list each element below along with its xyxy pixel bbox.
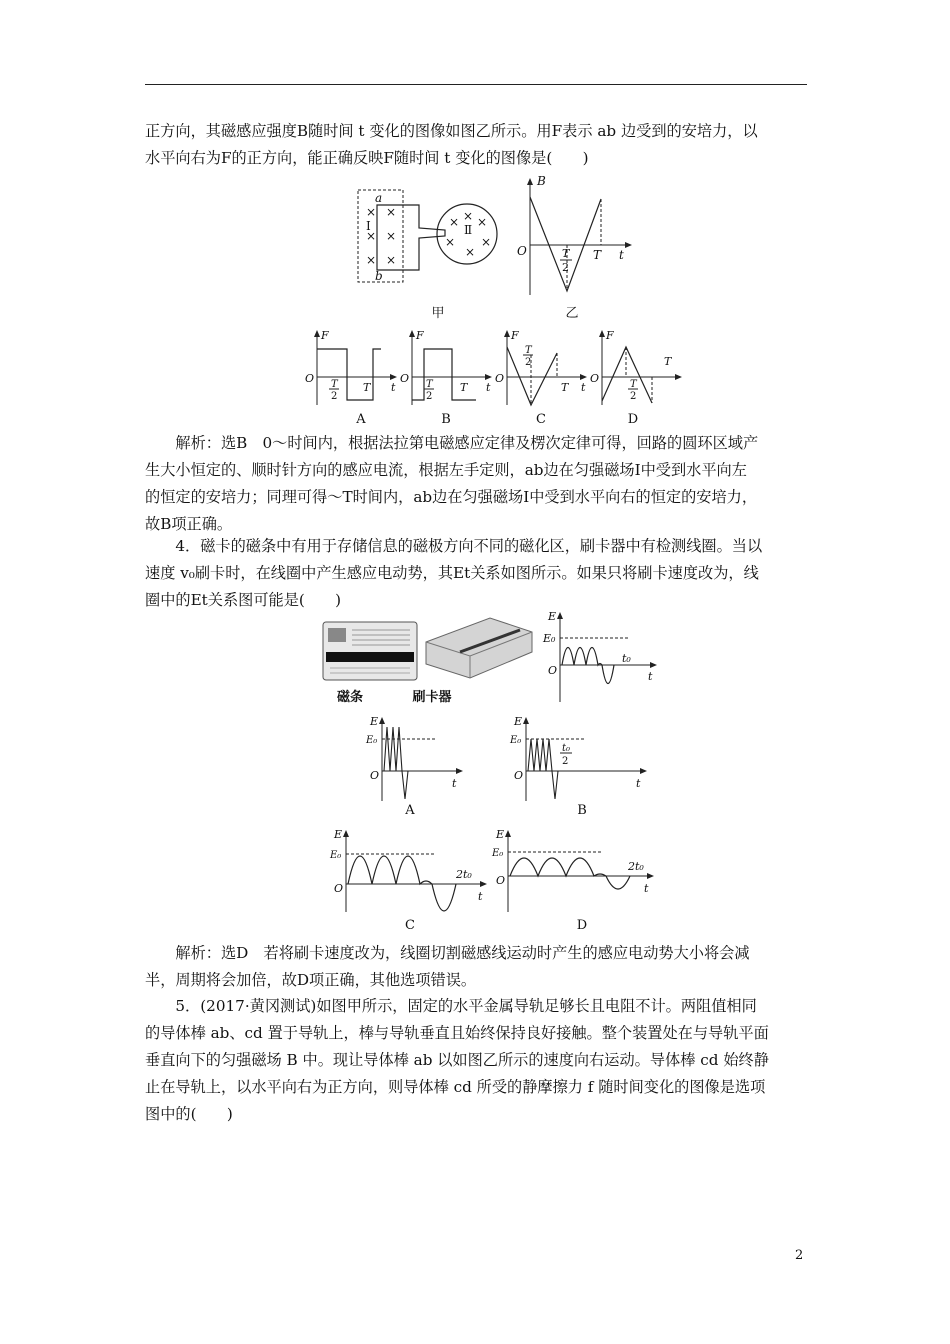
- option-c-e-t-graph: [330, 828, 490, 916]
- option-a-e-t-graph: [366, 715, 466, 805]
- svg-text:E₀: E₀: [366, 735, 378, 746]
- option-b-e-t-graph: [510, 715, 650, 805]
- answer-3-text: [145, 430, 810, 538]
- label-t0-den: 2: [562, 756, 569, 767]
- arrow-icon: [625, 242, 632, 248]
- magnetic-card-picture: [322, 620, 418, 684]
- answer-4-text: [145, 940, 810, 994]
- svg-text:2: 2: [331, 391, 338, 402]
- text-line: 圈中的Et关系图可能是( ): [145, 591, 342, 609]
- svg-text:O: O: [305, 372, 315, 385]
- text-line: 5．(2017·黄冈测试)如图甲所示，固定的水平金属导轨足够长且电阻不计。两阻值相同: [175, 997, 757, 1015]
- text-line: 图中的( ): [145, 1105, 233, 1123]
- label-t0-num: t₀: [562, 743, 571, 754]
- svg-text:E: E: [496, 828, 505, 841]
- svg-text:t: t: [391, 381, 396, 394]
- svg-text:t: t: [486, 381, 491, 394]
- svg-text:O: O: [334, 882, 344, 895]
- svg-text:T: T: [331, 379, 338, 390]
- text-line: 生大小恒定的、顺时针方向的感应电流，根据左手定则，ab边在匀强磁场Ⅰ中受到水平向左: [145, 461, 747, 479]
- svg-text:O: O: [514, 769, 524, 782]
- svg-text:t: t: [452, 777, 457, 790]
- label-period: T: [593, 248, 602, 262]
- label-origin: O: [517, 244, 527, 258]
- svg-text:E: E: [334, 828, 343, 841]
- label-e: E: [548, 610, 557, 623]
- svg-text:O: O: [400, 372, 410, 385]
- svg-text:T: T: [630, 379, 637, 390]
- text-line: 解析：选B 0～时间内，根据法拉第电磁感应定律及楞次定律可得，回路的圆环区域产: [175, 434, 759, 452]
- svg-text:2: 2: [426, 391, 433, 402]
- svg-text:×: ×: [366, 229, 377, 243]
- caption-yi: 乙: [565, 306, 579, 321]
- svg-text:E: E: [514, 715, 523, 728]
- label-t0: t₀: [622, 652, 631, 665]
- figure-3-jia: [355, 180, 505, 290]
- svg-text:2: 2: [630, 391, 637, 402]
- text-line: 4．磁卡的磁条中有用于存储信息的磁极方向不同的磁化区，刷卡器中有检测线圈。当以: [175, 537, 763, 555]
- option-label-a: A: [405, 803, 415, 818]
- svg-text:F: F: [416, 329, 424, 342]
- text-line: 止在导轨上，以水平向右为正方向，则导体棒 cd 所受的静摩擦力 f 随时间变化的图像是选项: [145, 1078, 766, 1096]
- option-label-b: B: [441, 412, 451, 427]
- label-b-axis: B: [537, 174, 546, 188]
- text-line: 正方向，其磁感应强度B随时间 t 变化的图像如图乙所示。用F表示 ab 边受到的安培力，以: [145, 122, 758, 140]
- arrow-icon: [527, 178, 533, 185]
- question-5-text: [145, 993, 810, 1128]
- svg-text:O: O: [495, 372, 505, 385]
- svg-text:E₀: E₀: [492, 848, 504, 859]
- svg-text:×: ×: [386, 253, 397, 267]
- svg-text:t: t: [636, 777, 641, 790]
- label-origin: O: [548, 664, 558, 677]
- text-line: 的导体棒 ab、cd 置于导轨上，棒与导轨垂直且始终保持良好接触。整个装置处在与导轨平面: [145, 1024, 769, 1042]
- svg-text:T: T: [561, 381, 569, 394]
- label-t: t: [619, 248, 624, 262]
- svg-text:×: ×: [366, 253, 377, 267]
- svg-text:t: t: [478, 890, 483, 903]
- figure-3-yi-graph: [515, 175, 635, 300]
- svg-text:×: ×: [481, 235, 492, 249]
- option-d-e-t-graph: [492, 828, 658, 916]
- svg-text:F: F: [606, 329, 614, 342]
- svg-text:T: T: [525, 345, 532, 356]
- svg-text:2: 2: [525, 357, 532, 368]
- page-number: 2: [795, 1248, 804, 1263]
- b-curve: [530, 197, 601, 291]
- svg-text:×: ×: [386, 229, 397, 243]
- svg-text:E₀: E₀: [510, 735, 522, 746]
- label-a: a: [375, 191, 383, 205]
- option-a-graph: [305, 329, 397, 405]
- caption-magnetic-strip: 磁条: [336, 690, 363, 705]
- svg-text:×: ×: [477, 215, 488, 229]
- label-half-num: T: [562, 247, 570, 260]
- field-cross-marks: [366, 205, 491, 267]
- header-rule: [145, 84, 807, 85]
- svg-text:t: t: [581, 381, 586, 394]
- svg-text:×: ×: [449, 215, 460, 229]
- label-t: t: [648, 670, 653, 683]
- option-label-c: C: [405, 918, 415, 933]
- option-label-d: D: [627, 412, 639, 427]
- svg-text:O: O: [496, 874, 506, 887]
- option-label-a: A: [356, 412, 366, 427]
- option-label-c: C: [536, 412, 546, 427]
- option-c-graph: [495, 329, 587, 405]
- svg-text:×: ×: [386, 205, 397, 219]
- option-b-graph: [400, 329, 492, 405]
- svg-text:T: T: [363, 381, 371, 394]
- label-half-den: 2: [562, 261, 569, 274]
- svg-text:F: F: [321, 329, 329, 342]
- svg-text:O: O: [590, 372, 600, 385]
- option-d-graph: [590, 329, 682, 405]
- svg-text:T: T: [426, 379, 433, 390]
- svg-text:2t₀: 2t₀: [456, 868, 472, 881]
- label-b: b: [375, 269, 383, 283]
- question-3-text: [145, 118, 810, 172]
- label-region-2: Ⅱ: [464, 223, 473, 237]
- reference-e-t-graph: [540, 610, 660, 705]
- svg-text:×: ×: [366, 205, 377, 219]
- question-4-text: [145, 533, 810, 614]
- caption-card-reader: 刷卡器: [412, 690, 452, 705]
- label-2t0: 2t₀: [628, 860, 644, 873]
- text-line: 的恒定的安培力；同理可得～T时间内，ab边在匀强磁场Ⅰ中受到水平向右的恒定的安培力，: [145, 488, 758, 506]
- option-label-b: B: [577, 803, 587, 818]
- option-label-d: D: [576, 918, 588, 933]
- svg-text:T: T: [664, 355, 672, 368]
- caption-jia: 甲: [431, 306, 445, 321]
- text-line: 速度 v₀刷卡时，在线圈中产生感应电动势，其Et关系如图所示。如果只将刷卡速度改为，线: [145, 564, 759, 582]
- svg-text:×: ×: [463, 209, 474, 223]
- svg-text:T: T: [460, 381, 468, 394]
- text-line: 解析：选D 若将刷卡速度改为，线圈切割磁感线运动时产生的感应电动势大小将会减: [175, 944, 750, 962]
- text-line: 水平向右为F的正方向，能正确反映F随时间 t 变化的图像是( ): [145, 149, 589, 167]
- label-region-1: Ⅰ: [366, 219, 371, 233]
- text-line: 垂直向下的匀强磁场 B 中。现让导体棒 ab 以如图乙所示的速度向右运动。导体棒 cd 始终静: [145, 1051, 769, 1069]
- svg-text:×: ×: [445, 235, 456, 249]
- svg-text:×: ×: [465, 245, 476, 259]
- svg-text:t: t: [644, 882, 649, 895]
- label-e0: E₀: [543, 632, 556, 645]
- text-line: 半，周期将会加倍，故D项正确，其他选项错误。: [145, 971, 477, 989]
- svg-text:O: O: [370, 769, 380, 782]
- svg-text:E₀: E₀: [330, 850, 342, 861]
- text-line: 故B项正确。: [145, 515, 233, 533]
- svg-text:F: F: [511, 329, 519, 342]
- card-reader-picture: [420, 612, 538, 684]
- svg-text:E: E: [370, 715, 379, 728]
